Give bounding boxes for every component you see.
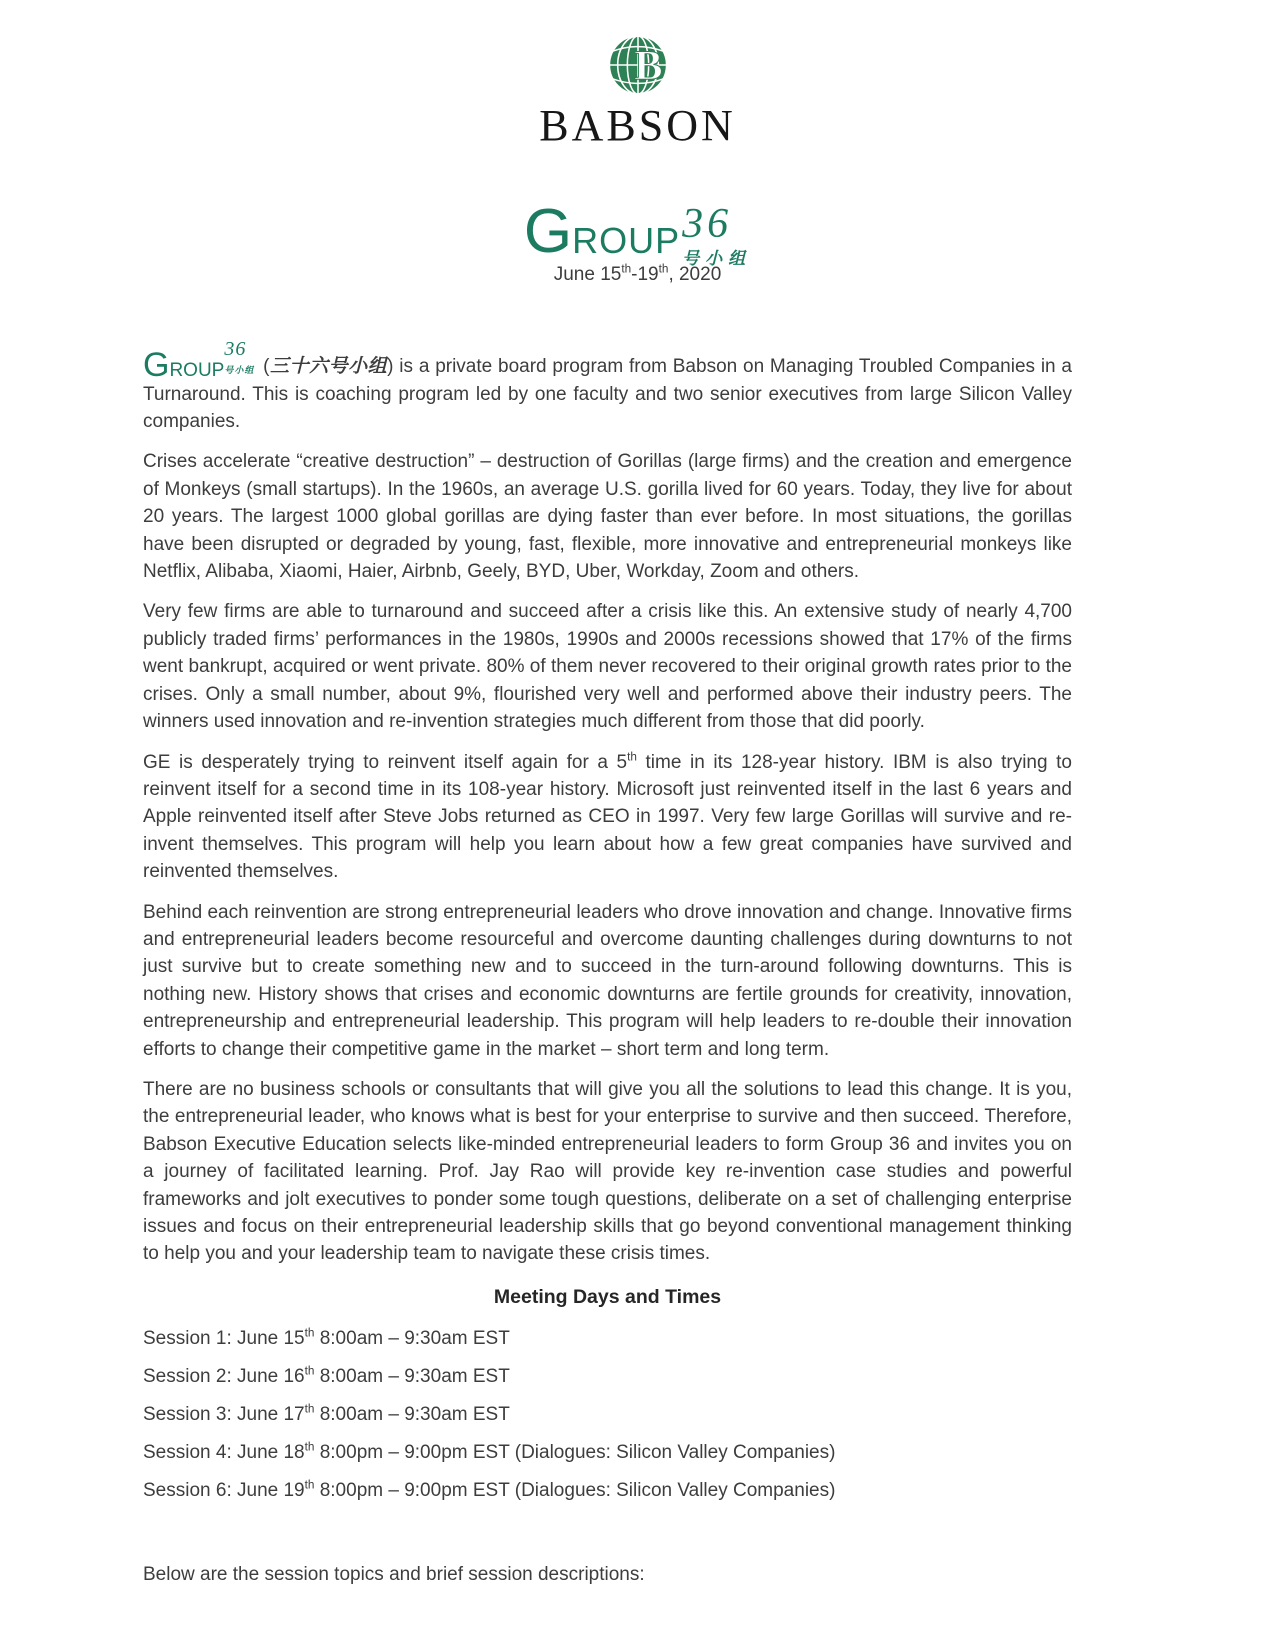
session-6-line: Session 6: June 19th 8:00pm – 9:00pm EST (Dialogues: Silicon Valley Companies) bbox=[143, 1478, 836, 1501]
group36-logo bbox=[0, 196, 1275, 268]
paragraph-babson-program: There are no business schools or consultants that will give you all the solutions to lead this change. It is you, the entrepreneurial leader, who knows what is best for your enterprise to survive and then succeed. Therefore, Babson Executive Education selects like-minded entrepreneurial leaders to form Group 36 and invites you on a journey of facilitated learning. Prof. Jay Rao will provide key re-invention case studies and powerful frameworks and jolt executives to ponder some tough questions, deliberate on a set of challenging enterprise issues and focus on their entrepreneurial leadership skills that go beyond conventional management thinking to help you and your leadership team to navigate these crisis times. bbox=[143, 1078, 1072, 1265]
inline-logo-chinese: 号小组 bbox=[224, 365, 255, 375]
group36-logo-g: G bbox=[523, 196, 573, 266]
inline-logo-number: 36 bbox=[224, 338, 247, 360]
session-3-line: Session 3: June 17th 8:00am – 9:30am EST bbox=[143, 1402, 510, 1426]
paragraph-turnaround-study: Very few firms are able to turnaround and succeed after a crisis like this. An extensive study of nearly 4,700 publicly traded firms’ performances in the 1980s, 1990s and 2000s recessions showed that 17% of the firms went bankrupt, acquired or went private. 80% of them never recovered to their original growth rates prior to the crises. Only a small number, about 9%, flourished very well and performed above their industry peers. The winners used innovation and re-invention strategies much different from those that did poorly. bbox=[143, 601, 1072, 733]
svg-text:B: B bbox=[633, 42, 663, 90]
paragraph-entrepreneurial-leaders: Behind each reinvention are strong entrepreneurial leaders who drove innovation and change. Innovative firms and entrepreneurial leaders become resourceful and overcome daunting challenges during downturns to not just survive but to create something new and to succeed in the turn-around following downturns. This is nothing new. History shows that crises and economic downturns are fertile grounds for creativity, innovation, entrepreneurship and entrepreneurial leadership. This program will help leaders to re-double their innovation efforts to change their competitive game in the market – short term and long term. bbox=[143, 901, 1072, 1060]
babson-wordmark: BABSON bbox=[539, 101, 736, 150]
paragraph-crises-destruction: Crises accelerate “creative destruction” – destruction of Gorillas (large firms) and the creation and emergence of Monkeys (small startups). In the 1960s, an average U.S. gorilla lived for 60 years. Today, they live for about 20 years. The largest 1000 global gorillas are dying faster than ever before. In most situations, the gorillas have been disrupted or degraded by young, fast, flexible, more innovative and entrepreneurial monkeys like Netflix, Alibaba, Xiaomi, Haier, Airbnb, Geely, BYD, Uber, Workday, Zoom and others. bbox=[143, 451, 1072, 583]
group36-logo-number: 36 bbox=[682, 201, 733, 247]
babson-globe-icon bbox=[607, 33, 669, 97]
group36-logo-chinese: 号小组 bbox=[682, 248, 752, 268]
babson-header bbox=[0, 33, 1275, 148]
intro-paragraph bbox=[143, 333, 1072, 435]
meeting-days-heading: Meeting Days and Times bbox=[493, 1285, 722, 1308]
date-line: June 15th-19th, 2020 bbox=[553, 262, 722, 285]
intro-text: (三十六号小组) is a private board program from Babson on Managing Troubled Companies in a Turnaround. This is coaching program led by one faculty and two senior executives from large Silicon Valley companies. bbox=[143, 356, 1072, 433]
document-body bbox=[143, 333, 1072, 1589]
session-4-line: Session 4: June 18th 8:00pm – 9:00pm EST (Dialogues: Silicon Valley Companies) bbox=[143, 1440, 836, 1463]
session-2-line: Session 2: June 16th 8:00am – 9:30am EST bbox=[143, 1364, 510, 1388]
session-1-line: Session 1: June 15th 8:00am – 9:30am EST bbox=[143, 1326, 510, 1350]
paragraph-ge-reinvention: GE is desperately trying to reinvent itself again for a 5th time in its 128-year history. IBM is also trying to reinvent itself for a second time in its 108-year history. Microsoft just reinvented itself in the last 6 years and Apple reinvented itself after Steve Jobs returned as CEO in 1997. Very few large Gorillas will survive and re-invent themselves. This program will help you learn about how a few great companies have survived and reinvented themselves. bbox=[143, 750, 1072, 883]
inline-logo-g: G bbox=[143, 346, 170, 385]
group36-inline-logo bbox=[143, 337, 255, 385]
closing-line: Below are the session topics and brief session descriptions: bbox=[143, 1564, 645, 1586]
group36-logo-roup: ROUP bbox=[572, 220, 681, 262]
inline-logo-roup: ROUP bbox=[169, 360, 225, 382]
